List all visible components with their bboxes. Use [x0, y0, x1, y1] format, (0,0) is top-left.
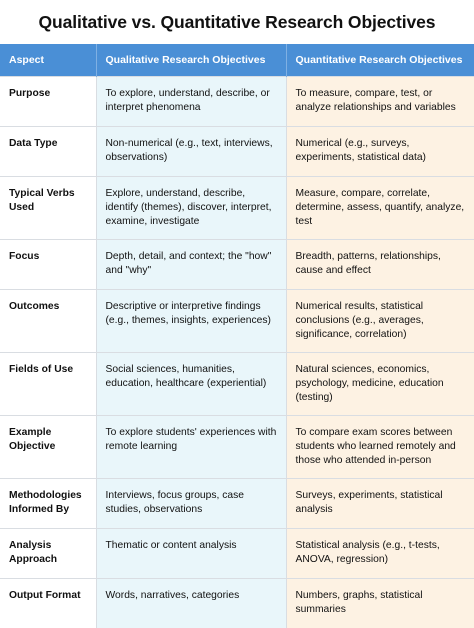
table-row: [0, 478, 474, 528]
aspect-cell: Fields of Use: [0, 352, 96, 415]
header-quantitative: Quantitative Research Objectives: [286, 44, 474, 76]
quantitative-cell: To measure, compare, test, or analyze relationships and variables: [286, 76, 474, 126]
aspect-cell: Outcomes: [0, 289, 96, 352]
table-row: [0, 528, 474, 578]
quantitative-cell: Statistical analysis (e.g., t-tests, ANOVA, regression): [286, 528, 474, 578]
header-qualitative: Qualitative Research Objectives: [96, 44, 286, 76]
quantitative-cell: Numerical results, statistical conclusions (e.g., averages, significance, correlation): [286, 289, 474, 352]
quantitative-cell: Natural sciences, economics, psychology, medicine, education (testing): [286, 352, 474, 415]
quantitative-cell: Numerical (e.g., surveys, experiments, statistical data): [286, 126, 474, 176]
qualitative-cell: Words, narratives, categories: [96, 578, 286, 628]
aspect-cell: Purpose: [0, 76, 96, 126]
table-row: [0, 578, 474, 628]
table-row: [0, 176, 474, 239]
comparison-table: [0, 44, 474, 628]
qualitative-cell: To explore students' experiences with remote learning: [96, 415, 286, 478]
header-aspect: Aspect: [0, 44, 96, 76]
table-header-row: [0, 44, 474, 76]
qualitative-cell: Thematic or content analysis: [96, 528, 286, 578]
qualitative-cell: Social sciences, humanities, education, healthcare (experiential): [96, 352, 286, 415]
quantitative-cell: To compare exam scores between students who learned remotely and those who attended in-person: [286, 415, 474, 478]
aspect-cell: Example Objective: [0, 415, 96, 478]
aspect-cell: Analysis Approach: [0, 528, 96, 578]
qualitative-cell: Explore, understand, describe, identify (themes), discover, interpret, examine, investigate: [96, 176, 286, 239]
aspect-cell: Typical Verbs Used: [0, 176, 96, 239]
aspect-cell: Output Format: [0, 578, 96, 628]
table-row: [0, 289, 474, 352]
quantitative-cell: Measure, compare, correlate, determine, assess, quantify, analyze, test: [286, 176, 474, 239]
table-row: [0, 239, 474, 289]
aspect-cell: Methodologies Informed By: [0, 478, 96, 528]
quantitative-cell: Breadth, patterns, relationships, cause and effect: [286, 239, 474, 289]
table-row: [0, 126, 474, 176]
qualitative-cell: Depth, detail, and context; the "how" and "why": [96, 239, 286, 289]
page-title: Qualitative vs. Quantitative Research Objectives: [38, 11, 436, 32]
qualitative-cell: To explore, understand, describe, or interpret phenomena: [96, 76, 286, 126]
table-row: [0, 76, 474, 126]
quantitative-cell: Numbers, graphs, statistical summaries: [286, 578, 474, 628]
table-row: [0, 415, 474, 478]
qualitative-cell: Non-numerical (e.g., text, interviews, observations): [96, 126, 286, 176]
aspect-cell: Focus: [0, 239, 96, 289]
aspect-cell: Data Type: [0, 126, 96, 176]
qualitative-cell: Interviews, focus groups, case studies, observations: [96, 478, 286, 528]
qualitative-cell: Descriptive or interpretive findings (e.g., themes, insights, experiences): [96, 289, 286, 352]
quantitative-cell: Surveys, experiments, statistical analysis: [286, 478, 474, 528]
table-row: [0, 352, 474, 415]
